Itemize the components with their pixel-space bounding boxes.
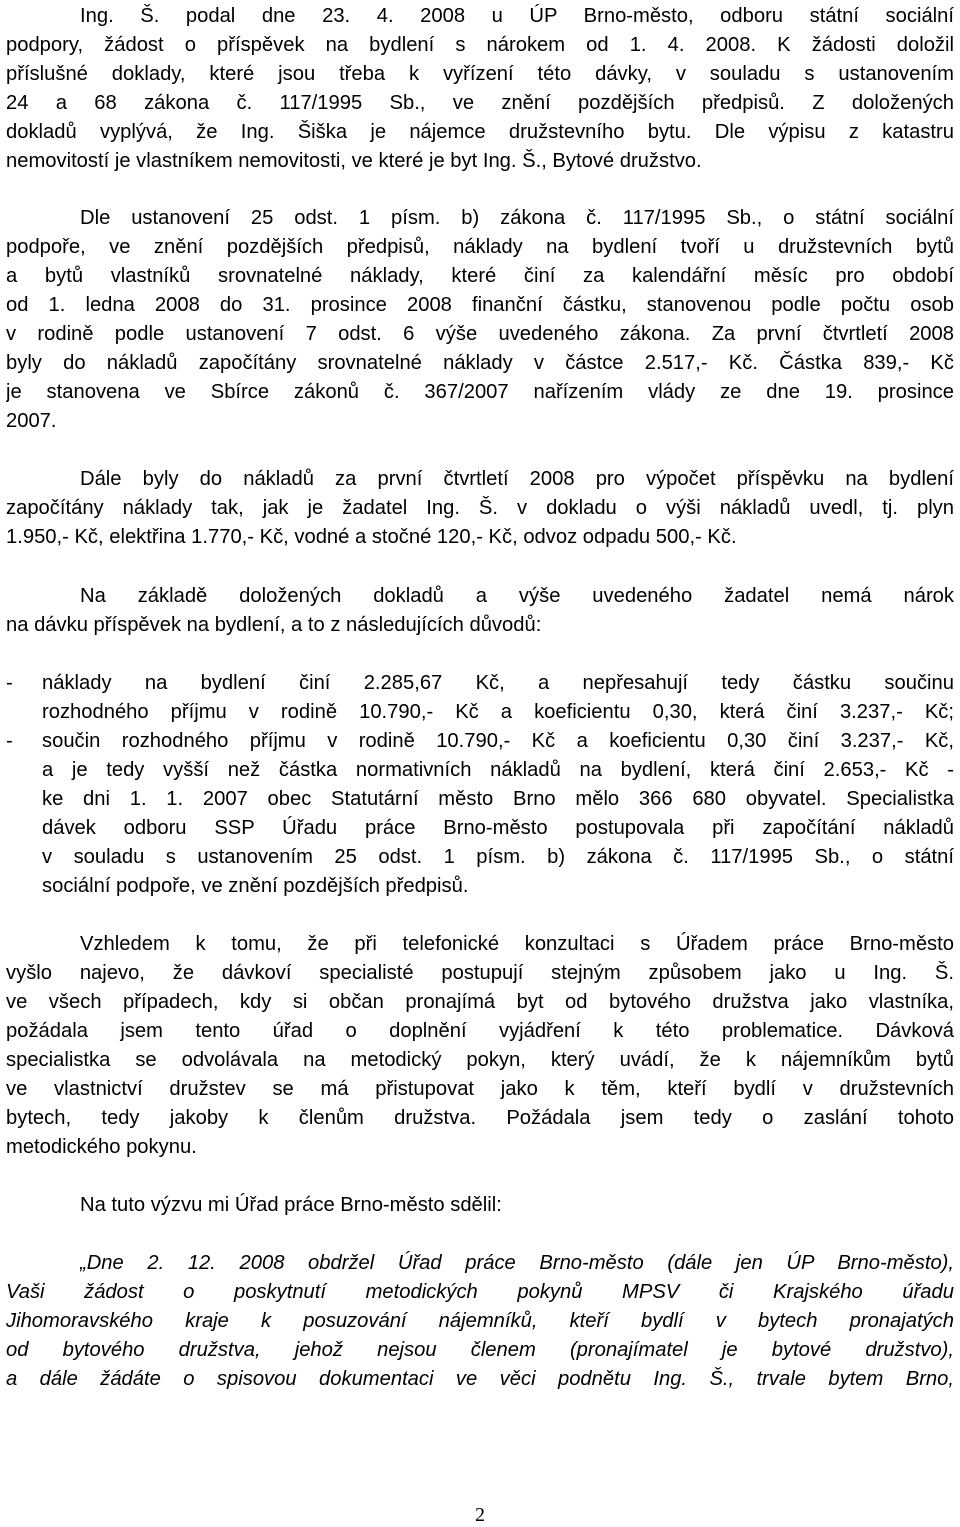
list-dash: - xyxy=(6,672,13,694)
text-line: ve všech případech, kdy si občan pronajímá byt od bytového družstva jako vlastníka, xyxy=(6,991,954,1013)
text-line: 1.950,- Kč, elektřina 1.770,- Kč, vodné a stočné 120,- Kč, odvoz odpadu 500,- Kč. xyxy=(6,526,737,548)
text-line: a bytů vlastníků srovnatelné náklady, které činí za kalendářní měsíc pro období xyxy=(6,265,954,287)
text-line: od 1. ledna 2008 do 31. prosince 2008 finanční částku, stanovenou podle počtu osob xyxy=(6,294,954,316)
text-line: v rodině podle ustanovení 7 odst. 6 výše uvedeného zákona. Za první čtvrtletí 2008 xyxy=(6,323,954,345)
text-line: bytech, tedy jakoby k členům družstva. Požádala jsem tedy o zaslání tohoto xyxy=(6,1107,954,1129)
text-line: dokladů vyplývá, že Ing. Šiška je nájemce družstevního bytu. Dle výpisu z katastru xyxy=(6,121,954,143)
text-line: Jihomoravského kraje k posuzování nájemníků, kteří bydlí v bytech pronajatých xyxy=(6,1310,954,1332)
text-line: ke dni 1. 1. 2007 obec Statutární město Brno mělo 366 680 obyvatel. Specialistka xyxy=(42,788,954,810)
text-line: a je tedy vyšší než částka normativních nákladů na bydlení, která činí 2.653,- Kč - xyxy=(42,759,954,781)
text-line: náklady na bydlení činí 2.285,67 Kč, a nepřesahují tedy částku součinu xyxy=(42,672,954,694)
text-line: na dávku příspěvek na bydlení, a to z následujících důvodů: xyxy=(6,614,542,636)
list-dash: - xyxy=(6,730,13,752)
text-line: součin rozhodného příjmu v rodině 10.790,- Kč a koeficientu 0,30 činí 3.237,- Kč, xyxy=(42,730,954,752)
text-line: požádala jsem tento úřad o doplnění vyjádření k této problematice. Dávková xyxy=(6,1020,954,1042)
text-line: od bytového družstva, jehož nejsou členem (pronajímatel je bytové družstvo), xyxy=(6,1339,954,1361)
text-line: v souladu s ustanovením 25 odst. 1 písm. b) zákona č. 117/1995 Sb., o státní xyxy=(42,846,954,868)
text-line: Vzhledem k tomu, že při telefonické konzultaci s Úřadem práce Brno-město xyxy=(80,933,954,955)
text-line: specialistka se odvolávala na metodický pokyn, který uvádí, že k nájemníkům bytů xyxy=(6,1049,954,1071)
text-line: ve vlastnictví družstev se má přistupovat jako k těm, kteří bydlí v družstevních xyxy=(6,1078,954,1100)
text-line: 24 a 68 zákona č. 117/1995 Sb., ve znění pozdějších předpisů. Z doložených xyxy=(6,92,954,114)
text-line: 2007. xyxy=(6,410,57,432)
text-line: rozhodného příjmu v rodině 10.790,- Kč a koeficientu 0,30, která činí 3.237,- Kč; xyxy=(42,701,954,723)
text-line: sociální podpoře, ve znění pozdějších předpisů. xyxy=(42,875,469,897)
text-line: Na tuto výzvu mi Úřad práce Brno-město sdělil: xyxy=(80,1194,502,1216)
text-line: Ing. Š. podal dne 23. 4. 2008 u ÚP Brno-město, odboru státní sociální xyxy=(80,5,954,27)
text-line: vyšlo najevo, že dávkoví specialisté postupují stejným způsobem jako u Ing. Š. xyxy=(6,962,954,984)
text-line: Na základě doložených dokladů a výše uvedeného žadatel nemá nárok xyxy=(80,585,954,607)
text-line: metodického pokynu. xyxy=(6,1136,197,1158)
text-line: Dále byly do nákladů za první čtvrtletí 2008 pro výpočet příspěvku na bydlení xyxy=(80,468,954,490)
text-line: podpory, žádost o příspěvek na bydlení s nárokem od 1. 4. 2008. K žádosti doložil xyxy=(6,34,954,56)
text-line: Dle ustanovení 25 odst. 1 písm. b) zákona č. 117/1995 Sb., o státní sociální xyxy=(80,207,954,229)
text-line: započítány náklady tak, jak je žadatel Ing. Š. v dokladu o výši nákladů uvedl, tj. plyn xyxy=(6,497,954,519)
text-line: Vaši žádost o poskytnutí metodických pokynů MPSV či Krajského úřadu xyxy=(6,1281,954,1303)
text-line: „Dne 2. 12. 2008 obdržel Úřad práce Brno-město (dále jen ÚP Brno-město), xyxy=(80,1252,954,1274)
text-line: příslušné doklady, které jsou třeba k vyřízení této dávky, v souladu s ustanovením xyxy=(6,63,954,85)
text-line: nemovitostí je vlastníkem nemovitosti, ve které je byt Ing. Š., Bytové družstvo. xyxy=(6,150,702,172)
text-line: je stanovena ve Sbírce zákonů č. 367/2007 nařízením vlády ze dne 19. prosince xyxy=(6,381,954,403)
text-line: byly do nákladů započítány srovnatelné náklady v částce 2.517,- Kč. Částka 839,- Kč xyxy=(6,352,954,374)
text-line: podpoře, ve znění pozdějších předpisů, náklady na bydlení tvoří u družstevních bytů xyxy=(6,236,954,258)
page-number: 2 xyxy=(475,1504,485,1526)
text-line: dávek odboru SSP Úřadu práce Brno-město postupovala při započítání nákladů xyxy=(42,817,954,839)
text-line: a dále žádáte o spisovou dokumentaci ve věci podnětu Ing. Š., trvale bytem Brno, xyxy=(6,1368,954,1390)
